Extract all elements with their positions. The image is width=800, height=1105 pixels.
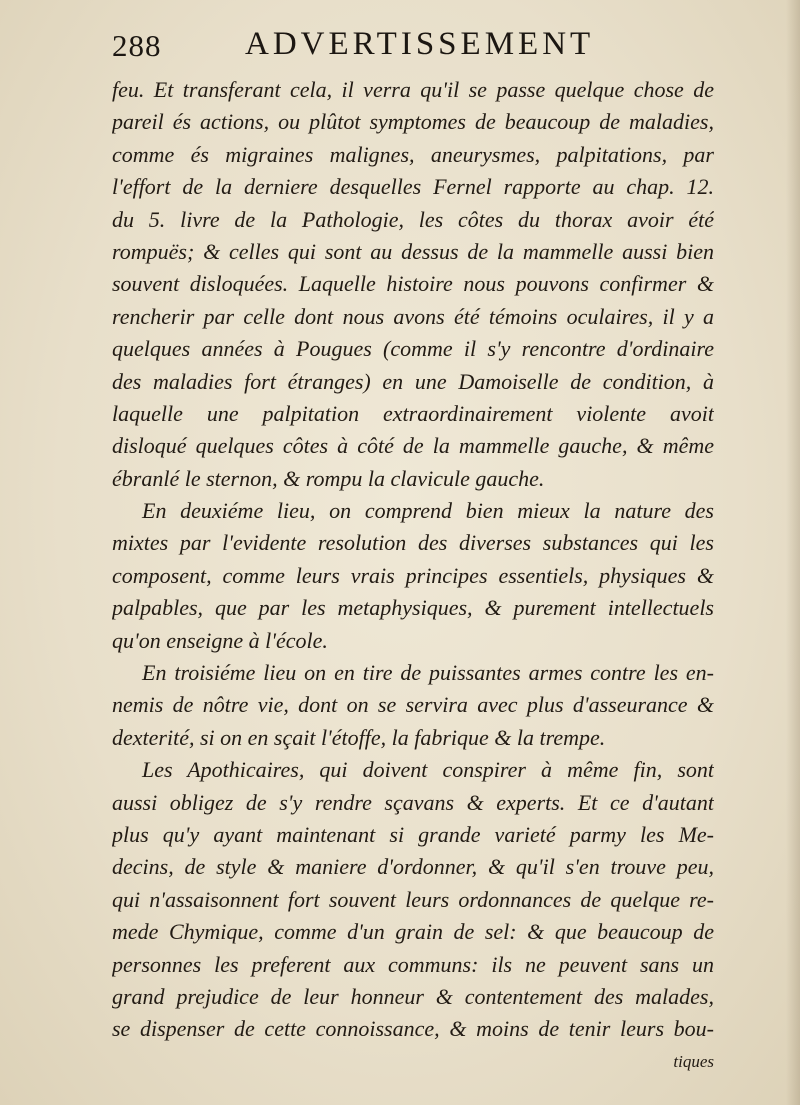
text-line: comme és migraines malignes, aneurysmes, palpitations, par: [112, 141, 714, 167]
text-line: rompuës; & celles qui sont au dessus de la mammelle aussi bien: [112, 238, 714, 264]
text-line: plus qu'y ayant maintenant si grande varieté parmy les Me-: [112, 821, 714, 847]
text-line: aussi obligez de s'y rendre sçavans & experts. Et ce d'autant: [112, 789, 714, 815]
text-line: des maladies fort étranges) en une Damoiselle de condition, à: [112, 368, 714, 394]
text-line: mixtes par l'evidente resolution des diverses substances qui les: [112, 530, 714, 556]
text-line: palpables, que par les metaphysiques, & purement intellectuels: [112, 595, 714, 621]
text-line: du 5. livre de la Pathologie, les côtes du thorax avoir été: [112, 206, 714, 232]
text-line: pareil és actions, ou plûtot symptomes de beaucoup de maladies,: [112, 109, 714, 135]
text-line: quelques années à Pougues (comme il s'y rencontre d'ordinaire: [112, 336, 714, 362]
text-line: souvent disloquées. Laquelle histoire nous pouvons confirmer &: [112, 271, 714, 297]
text-line: l'effort de la derniere desquelles Fernel rapporte au chap. 12.: [112, 174, 714, 200]
text-line: laquelle une palpitation extraordinairement violente avoit: [112, 400, 714, 426]
text-line: feu. Et transferant cela, il verra qu'il se passe quelque chose de: [112, 77, 714, 102]
text-line: grand prejudice de leur honneur & contentement des malades,: [112, 983, 714, 1009]
text-line: Les Apothicaires, qui doivent conspirer à même fin, sont: [142, 757, 714, 783]
text-line: decins, de style & maniere d'ordonner, & qu'il s'en trouve peu,: [112, 854, 714, 880]
text-line: mede Chymique, comme d'un grain de sel: & que beaucoup de: [112, 919, 714, 945]
text-line: personnes les preferent aux communs: ils ne peuvent sans un: [112, 951, 714, 977]
text-line: qui n'assaisonnent fort souvent leurs ordonnances de quelque re-: [112, 886, 714, 912]
body-text: [112, 74, 714, 1078]
text-line: composent, comme leurs vrais principes essentiels, physiques &: [112, 562, 714, 588]
text-line: nemis de nôtre vie, dont on se servira avec plus d'asseurance &: [112, 692, 714, 718]
text-line: se dispenser de cette connoissance, & moins de tenir leurs bou-: [112, 1016, 714, 1042]
catchword: tiques: [673, 1051, 714, 1071]
text-line: rencherir par celle dont nous avons été témoins oculaires, il y a: [112, 303, 714, 329]
page-heading: ADVERTISSEMENT: [245, 26, 595, 62]
running-head: [112, 26, 712, 70]
text-line: En troisiéme lieu on en tire de puissantes armes contre les en-: [142, 660, 714, 686]
text-line: ébranlé le sternon, & rompu la clavicule gauche.: [112, 465, 545, 491]
page-number: 288: [112, 28, 162, 63]
text-line: En deuxiéme lieu, on comprend bien mieux la nature des: [142, 498, 714, 524]
page-edge-shadow: [786, 0, 800, 1105]
text-line: disloqué quelques côtes à côté de la mammelle gauche, & même: [112, 433, 714, 459]
text-line: dexterité, si on en sçait l'étoffe, la fabrique & la trempe.: [112, 724, 606, 750]
text-line: qu'on enseigne à l'école.: [112, 627, 328, 653]
